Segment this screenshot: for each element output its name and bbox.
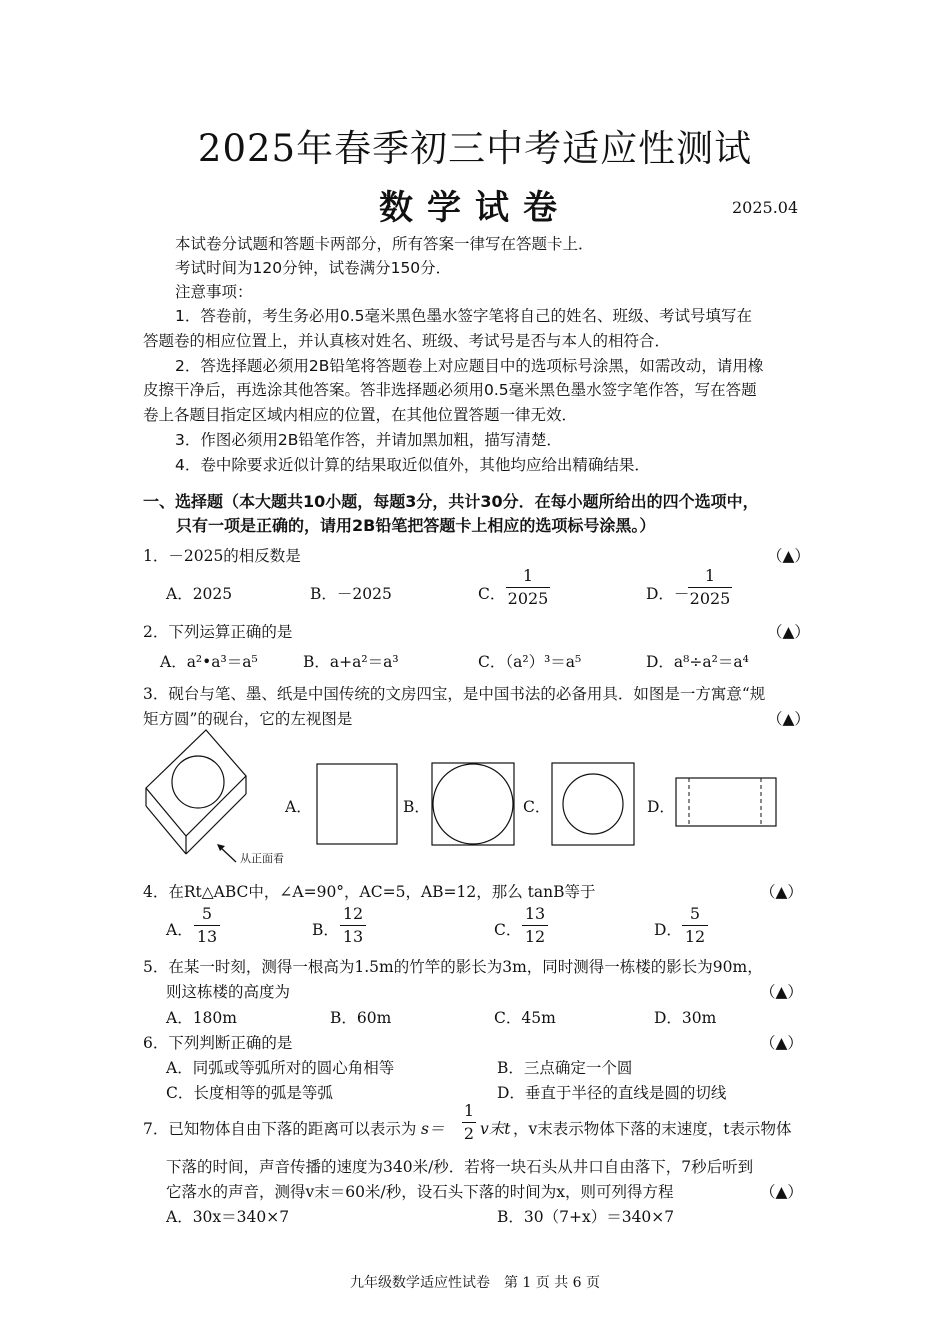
page-footer: 九年级数学适应性试卷 第 1 页 共 6 页 [349,1275,601,1291]
question-2-stem: 2．下列运算正确的是 [143,623,293,641]
fraction-numerator: 1 [704,566,716,585]
answer-mark: （▲） [760,883,803,901]
q4-option-c-label: C． [494,921,522,939]
fraction-denominator: 12 [684,927,706,946]
q2-option-d: D．a⁸÷a²＝a⁴ [646,653,749,671]
q4-option-a-label: A． [166,921,193,939]
fraction-numerator: 13 [524,904,546,923]
fraction-denominator: 2 [463,1124,475,1143]
q5-option-d: D．30m [654,1009,717,1027]
answer-mark: （▲） [760,983,803,1001]
answer-mark: （▲） [767,547,810,565]
note-line: 皮擦干净后，再选涂其他答案。答非选择题必须用0.5毫米黑色墨水签字笔作答，写在答题 [143,381,757,399]
fraction-denominator: 2025 [689,589,731,608]
q7-option-a: A．30x＝340×7 [166,1208,290,1226]
q1-option-d-fraction [688,566,732,609]
fraction-denominator: 12 [524,927,546,946]
q3-option-d-figure [675,777,777,827]
q4-option-b-fraction [340,904,366,947]
q4-option-c-fraction [522,904,548,947]
fraction-denominator: 13 [196,927,218,946]
q3-option-b-figure [431,762,515,846]
q7-formula-fraction [462,1101,476,1144]
note-line: 1．答卷前，考生务必用0.5毫米黑色墨水签字笔将自己的姓名、班级、考试号填写在 [175,307,753,325]
q1-option-d-label: D．－ [646,585,690,603]
q5-option-a: A．180m [166,1009,237,1027]
q3-option-b-label: B． [403,798,430,816]
section-heading: 只有一项是正确的，请用2B铅笔把答题卡上相应的选项标号涂黑。） [176,516,656,535]
note-line: 本试卷分试题和答题卡两部分，所有答案一律写在答题卡上． [175,235,594,253]
fraction-numerator: 5 [201,904,213,923]
answer-mark: （▲） [760,1183,803,1201]
q6-option-b: B．三点确定一个圆 [497,1059,633,1077]
question-4-stem: 4．在Rt△ABC中，∠A=90°，AC=5，AB=12，那么 tanB等于 [143,883,596,901]
note-line: 3．作图必须用2B铅笔作答，并请加黑加粗，描写清楚． [175,431,562,449]
q7-option-b: B．30（7+x）＝340×7 [497,1208,675,1226]
q7-formula-lhs: s＝ [421,1120,445,1138]
note-line: 卷上各题目指定区域内相应的位置，在其他位置答题一律无效． [143,406,578,424]
fraction-numerator: 12 [342,904,364,923]
question-1-stem: 1．－2025的相反数是 [143,547,301,565]
fraction-denominator: 2025 [507,589,549,608]
q4-option-b-label: B． [312,921,339,939]
q3-option-a-label: A． [285,798,312,816]
inkstone-figure [140,728,270,863]
answer-mark: （▲） [760,1034,803,1052]
q6-option-c: C．长度相等的弧是等弧 [166,1084,333,1102]
fraction-numerator: 1 [463,1101,475,1120]
note-line: 注意事项： [175,283,253,301]
question-7-stem: 7．已知物体自由下落的距离可以表示为 [143,1120,417,1138]
q1-option-c-fraction [506,566,550,609]
fraction-denominator: 13 [342,927,364,946]
q5-option-c: C．45m [494,1009,556,1027]
q6-option-a: A．同弧或等弧所对的圆心角相等 [166,1059,395,1077]
question-7-stem: ，v末表示物体下落的末速度，t表示物体 [513,1120,792,1138]
question-3-stem: 3．砚台与笔、墨、纸是中国传统的文房四宝，是中国书法的必备用具．如图是一方寓意“规 [143,685,766,703]
question-7-stem: 它落水的声音，测得v末＝60米/秒，设石头下落的时间为x，则可列得方程 [166,1183,674,1201]
question-5-stem: 则这栋楼的高度为 [166,983,291,1001]
fraction-numerator: 5 [689,904,701,923]
note-line: 考试时间为120分钟，试卷满分150分． [175,259,452,277]
q3-option-c-label: C． [523,798,551,816]
view-arrow-icon [214,842,240,864]
q3-option-a-figure [316,763,398,845]
answer-mark: （▲） [767,623,810,641]
q1-option-b: B．－2025 [310,585,392,603]
answer-mark: （▲） [767,710,810,728]
question-3-stem: 矩方圆”的砚台，它的左视图是 [143,710,353,728]
q3-option-d-label: D． [647,798,675,816]
q4-option-a-fraction [194,904,220,947]
exam-subtitle: 数学试卷 [379,188,571,228]
q1-option-c-label: C． [478,585,506,603]
exam-date: 2025.04 [732,198,799,217]
q4-option-d-fraction [682,904,708,947]
view-caption: 从正面看 [240,852,284,865]
q1-option-a: A．2025 [166,585,233,603]
question-5-stem: 5．在某一时刻，测得一根高为1.5m的竹竿的影长为3m，同时测得一栋楼的影长为90m， [143,958,763,976]
note-line: 答题卷的相应位置上，并认真核对姓名、班级、考试号是否与本人的相符合． [143,332,671,350]
q2-option-c: C．（a²）³＝a⁵ [478,653,582,671]
q6-option-d: D．垂直于半径的直线是圆的切线 [497,1084,727,1102]
q5-option-b: B．60m [330,1009,392,1027]
q2-option-a: A．a²•a³＝a⁵ [160,653,258,671]
fraction-numerator: 1 [522,566,534,585]
note-line: 2．答选择题必须用2B铅笔将答题卷上对应题目中的选项标号涂黑，如需改动，请用橡 [175,357,764,375]
q7-formula-rhs: v末t [480,1120,511,1138]
q2-option-b: B．a+a²＝a³ [303,653,399,671]
q4-option-d-label: D． [654,921,682,939]
exam-title: 2025年春季初三中考适应性测试 [197,127,753,170]
question-7-stem: 下落的时间，声音传播的速度为340米/秒．若将一块石头从井口自由落下，7秒后听到 [166,1158,754,1176]
section-heading: 一、选择题（本大题共10小题，每题3分，共计30分．在每小题所给出的四个选项中， [143,492,759,511]
note-line: 4．卷中除要求近似计算的结果取近似值外，其他均应给出精确结果． [175,456,650,474]
question-6-stem: 6．下列判断正确的是 [143,1034,293,1052]
q3-option-c-figure [551,762,635,846]
